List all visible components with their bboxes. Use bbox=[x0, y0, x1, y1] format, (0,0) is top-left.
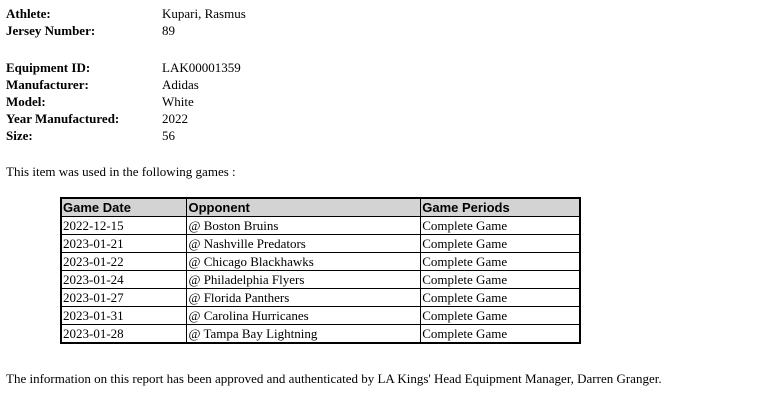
game-date-cell: 2023-01-28 bbox=[61, 325, 187, 344]
table-row bbox=[61, 253, 580, 271]
game-periods-cell: Complete Game bbox=[421, 235, 580, 253]
game-date-cell: 2023-01-22 bbox=[61, 253, 187, 271]
game-date-cell: 2023-01-24 bbox=[61, 271, 187, 289]
manufacturer-label: Manufacturer: bbox=[6, 77, 89, 92]
game-periods-cell: Complete Game bbox=[421, 271, 580, 289]
opponent-cell: @ Carolina Hurricanes bbox=[187, 307, 421, 325]
opponent-cell: @ Boston Bruins bbox=[187, 217, 421, 235]
athlete-row bbox=[6, 5, 606, 22]
athlete-info bbox=[6, 5, 606, 39]
jersey-label: Jersey Number: bbox=[6, 23, 96, 38]
jersey-row bbox=[6, 22, 606, 39]
athlete-value: Kupari, Rasmus bbox=[162, 6, 246, 21]
opponent-cell: @ Chicago Blackhawks bbox=[187, 253, 421, 271]
model-row bbox=[6, 93, 606, 110]
games-table bbox=[60, 197, 581, 344]
game-periods-cell: Complete Game bbox=[421, 217, 580, 235]
header-opponent: Opponent bbox=[187, 198, 421, 217]
opponent-cell: @ Florida Panthers bbox=[187, 289, 421, 307]
opponent-cell: @ Tampa Bay Lightning bbox=[187, 325, 421, 344]
year-row bbox=[6, 110, 606, 127]
table-row bbox=[61, 289, 580, 307]
header-game-date: Game Date bbox=[61, 198, 187, 217]
equipment-id-label: Equipment ID: bbox=[6, 60, 91, 75]
header-game-periods: Game Periods bbox=[421, 198, 580, 217]
model-value: White bbox=[162, 94, 194, 109]
opponent-cell: @ Nashville Predators bbox=[187, 235, 421, 253]
year-value: 2022 bbox=[162, 111, 188, 126]
model-label: Model: bbox=[6, 94, 46, 109]
game-date-cell: 2023-01-21 bbox=[61, 235, 187, 253]
table-row bbox=[61, 307, 580, 325]
table-row bbox=[61, 235, 580, 253]
opponent-cell: @ Philadelphia Flyers bbox=[187, 271, 421, 289]
table-row bbox=[61, 217, 580, 235]
game-date-cell: 2023-01-31 bbox=[61, 307, 187, 325]
game-periods-cell: Complete Game bbox=[421, 307, 580, 325]
table-row bbox=[61, 325, 580, 344]
size-row bbox=[6, 127, 606, 144]
game-periods-cell: Complete Game bbox=[421, 253, 580, 271]
game-date-cell: 2023-01-27 bbox=[61, 289, 187, 307]
game-periods-cell: Complete Game bbox=[421, 289, 580, 307]
authentication-footer: The information on this report has been approved and authenticated by LA Kings' Head Equipment Manager, Darren Granger. bbox=[6, 371, 662, 386]
manufacturer-value: Adidas bbox=[162, 77, 199, 92]
year-label: Year Manufactured: bbox=[6, 111, 120, 126]
games-intro-text: This item was used in the following games : bbox=[6, 164, 236, 179]
table-row bbox=[61, 271, 580, 289]
manufacturer-row bbox=[6, 76, 606, 93]
equipment-id-value: LAK00001359 bbox=[162, 60, 241, 75]
size-label: Size: bbox=[6, 128, 33, 143]
equipment-info bbox=[6, 59, 606, 144]
jersey-value: 89 bbox=[162, 23, 175, 38]
athlete-label: Athlete: bbox=[6, 6, 51, 21]
game-date-cell: 2022-12-15 bbox=[61, 217, 187, 235]
games-table-header-row bbox=[61, 198, 580, 217]
size-value: 56 bbox=[162, 128, 175, 143]
equipment-id-row bbox=[6, 59, 606, 76]
game-periods-cell: Complete Game bbox=[421, 325, 580, 344]
